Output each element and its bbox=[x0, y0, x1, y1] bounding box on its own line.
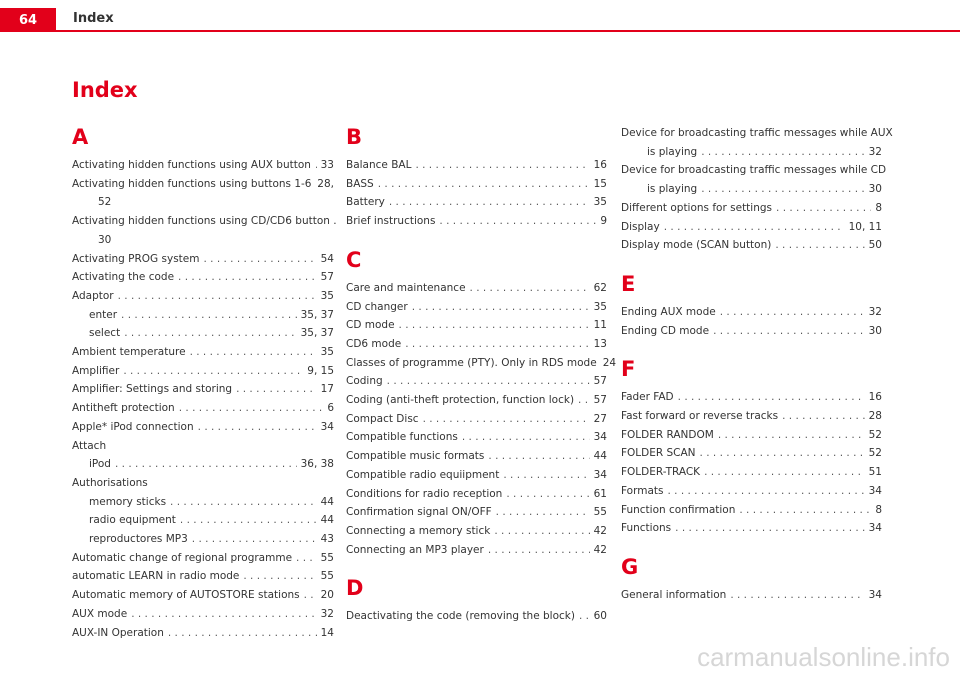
index-entry[interactable]: Activating hidden functions using CD/CD6 button . 30 bbox=[72, 215, 337, 246]
section-letter-f: F bbox=[621, 357, 636, 382]
index-subentry[interactable]: iPod . . . 36, 38 bbox=[72, 455, 334, 474]
index-subentry[interactable]: radio equipment . . . 44 bbox=[72, 511, 334, 530]
index-entry[interactable]: Functions . . . 34 bbox=[621, 519, 882, 538]
index-entry[interactable]: Conditions for radio reception . . . 61 bbox=[346, 485, 607, 504]
header-title: Index bbox=[73, 11, 114, 26]
index-entry[interactable]: Battery . . . 35 bbox=[346, 193, 607, 212]
index-entry[interactable]: Ending CD mode . . . 30 bbox=[621, 322, 882, 341]
index-subentry[interactable]: enter . . . 35, 37 bbox=[72, 306, 334, 325]
index-entry[interactable]: CD6 mode . . . 13 bbox=[346, 335, 607, 354]
index-entry[interactable]: BASS . . . 15 bbox=[346, 175, 607, 194]
index-entry[interactable]: Activating PROG system . . . 54 bbox=[72, 250, 334, 269]
index-subentry[interactable]: reproductores MP3 . . . 43 bbox=[72, 530, 334, 549]
index-entry[interactable]: Different options for settings . . . 8 bbox=[621, 199, 882, 218]
index-column-1 bbox=[72, 124, 337, 642]
header-rule bbox=[0, 30, 960, 32]
index-entry[interactable]: Fast forward or reverse tracks . . . 28 bbox=[621, 407, 882, 426]
index-entry[interactable]: Antitheft protection . . . 6 bbox=[72, 399, 334, 418]
index-entry[interactable]: Activating hidden functions using buttons 1-6 28, 52 bbox=[72, 177, 334, 209]
index-entry[interactable]: Classes of programme (PTY). Only in RDS mode 24 bbox=[346, 356, 617, 369]
section-letter-e: E bbox=[621, 271, 636, 296]
index-entry[interactable]: Amplifier: Settings and storing . . . 17 bbox=[72, 380, 334, 399]
index-entry[interactable]: CD mode . . . 11 bbox=[346, 316, 607, 335]
index-entry[interactable]: Connecting an MP3 player . . . 42 bbox=[346, 541, 607, 560]
index-entry[interactable]: Balance BAL . . . 16 bbox=[346, 156, 607, 175]
index-entry[interactable]: Care and maintenance . . . 62 bbox=[346, 279, 607, 298]
section-letter-d: D bbox=[346, 576, 364, 601]
page-header bbox=[0, 0, 960, 32]
index-entry[interactable]: FOLDER RANDOM . . . 52 bbox=[621, 426, 882, 445]
index-entry[interactable]: CD changer . . . 35 bbox=[346, 298, 607, 317]
index-entry[interactable]: General information . . . 34 bbox=[621, 586, 882, 605]
section-letter-a: A bbox=[72, 125, 89, 149]
index-entry[interactable]: Brief instructions . . . 9 bbox=[346, 212, 607, 231]
index-entry[interactable]: Device for broadcasting traffic messages while CD is playing . . . 30 bbox=[621, 161, 882, 198]
section-letter-c: C bbox=[346, 247, 362, 272]
index-entry[interactable]: Display . . . 10, 11 bbox=[621, 218, 882, 237]
index-entry[interactable]: Function confirmation . . . 8 bbox=[621, 501, 882, 520]
section-letter-g: G bbox=[621, 554, 639, 579]
index-column-3 bbox=[621, 124, 893, 605]
index-entry[interactable]: Amplifier . . . 9, 15 bbox=[72, 362, 334, 381]
index-entry[interactable]: Coding . . . 57 bbox=[346, 372, 607, 391]
index-entry[interactable]: Ending AUX mode . . . 32 bbox=[621, 303, 882, 322]
index-entry[interactable]: Compatible radio equiipment . . . 34 bbox=[346, 466, 607, 485]
section-letter-b: B bbox=[346, 125, 363, 149]
index-entry[interactable]: Deactivating the code (removing the block) . . . 60 bbox=[346, 607, 607, 626]
index-entry[interactable]: Coding (anti-theft protection, function lock) . . . 57 bbox=[346, 391, 607, 410]
index-entry[interactable]: Fader FAD . . . 16 bbox=[621, 388, 882, 407]
index-entry[interactable]: Adaptor . . . 35 bbox=[72, 287, 334, 306]
index-subentry[interactable]: select . . . 35, 37 bbox=[72, 324, 334, 343]
index-column-2 bbox=[346, 124, 617, 626]
index-entry[interactable]: Activating the code . . . 57 bbox=[72, 268, 334, 287]
index-entry[interactable]: Connecting a memory stick . . . 42 bbox=[346, 522, 607, 541]
index-entry[interactable]: Formats . . . 34 bbox=[621, 482, 882, 501]
index-entry: Attach bbox=[72, 439, 107, 452]
index-entry[interactable]: FOLDER-TRACK . . . 51 bbox=[621, 463, 882, 482]
index-entry[interactable]: FOLDER SCAN . . . 52 bbox=[621, 444, 882, 463]
index-entry: Authorisations bbox=[72, 476, 148, 489]
index-entry[interactable]: Device for broadcasting traffic messages while AUX is playing . . . 32 bbox=[621, 124, 882, 161]
index-entry[interactable]: Confirmation signal ON/OFF . . . 55 bbox=[346, 503, 607, 522]
index-subentry[interactable]: memory sticks . . . 44 bbox=[72, 493, 334, 512]
index-entry[interactable]: AUX-IN Operation . . . 14 bbox=[72, 624, 334, 643]
index-entry[interactable]: Apple* iPod connection . . . 34 bbox=[72, 418, 334, 437]
watermark: carmanualsonline.info bbox=[697, 642, 950, 672]
index-entry[interactable]: Display mode (SCAN button) . . . 50 bbox=[621, 236, 882, 255]
index-entry[interactable]: Compatible music formats . . . 44 bbox=[346, 447, 607, 466]
index-entry[interactable]: Automatic change of regional programme . . . 55 bbox=[72, 549, 334, 568]
index-entry[interactable]: Activating hidden functions using AUX button . . . 33 bbox=[72, 156, 334, 175]
index-entry[interactable]: AUX mode . . . 32 bbox=[72, 605, 334, 624]
page-number: 64 bbox=[0, 8, 56, 32]
index-entry[interactable]: Compact Disc . . . 27 bbox=[346, 410, 607, 429]
index-entry[interactable]: Compatible functions . . . 34 bbox=[346, 428, 607, 447]
page-title: Index bbox=[72, 78, 138, 102]
index-entry[interactable]: Ambient temperature . . . 35 bbox=[72, 343, 334, 362]
index-entry[interactable]: Automatic memory of AUTOSTORE stations . . . 20 bbox=[72, 586, 334, 605]
index-entry[interactable]: automatic LEARN in radio mode . . . 55 bbox=[72, 567, 334, 586]
